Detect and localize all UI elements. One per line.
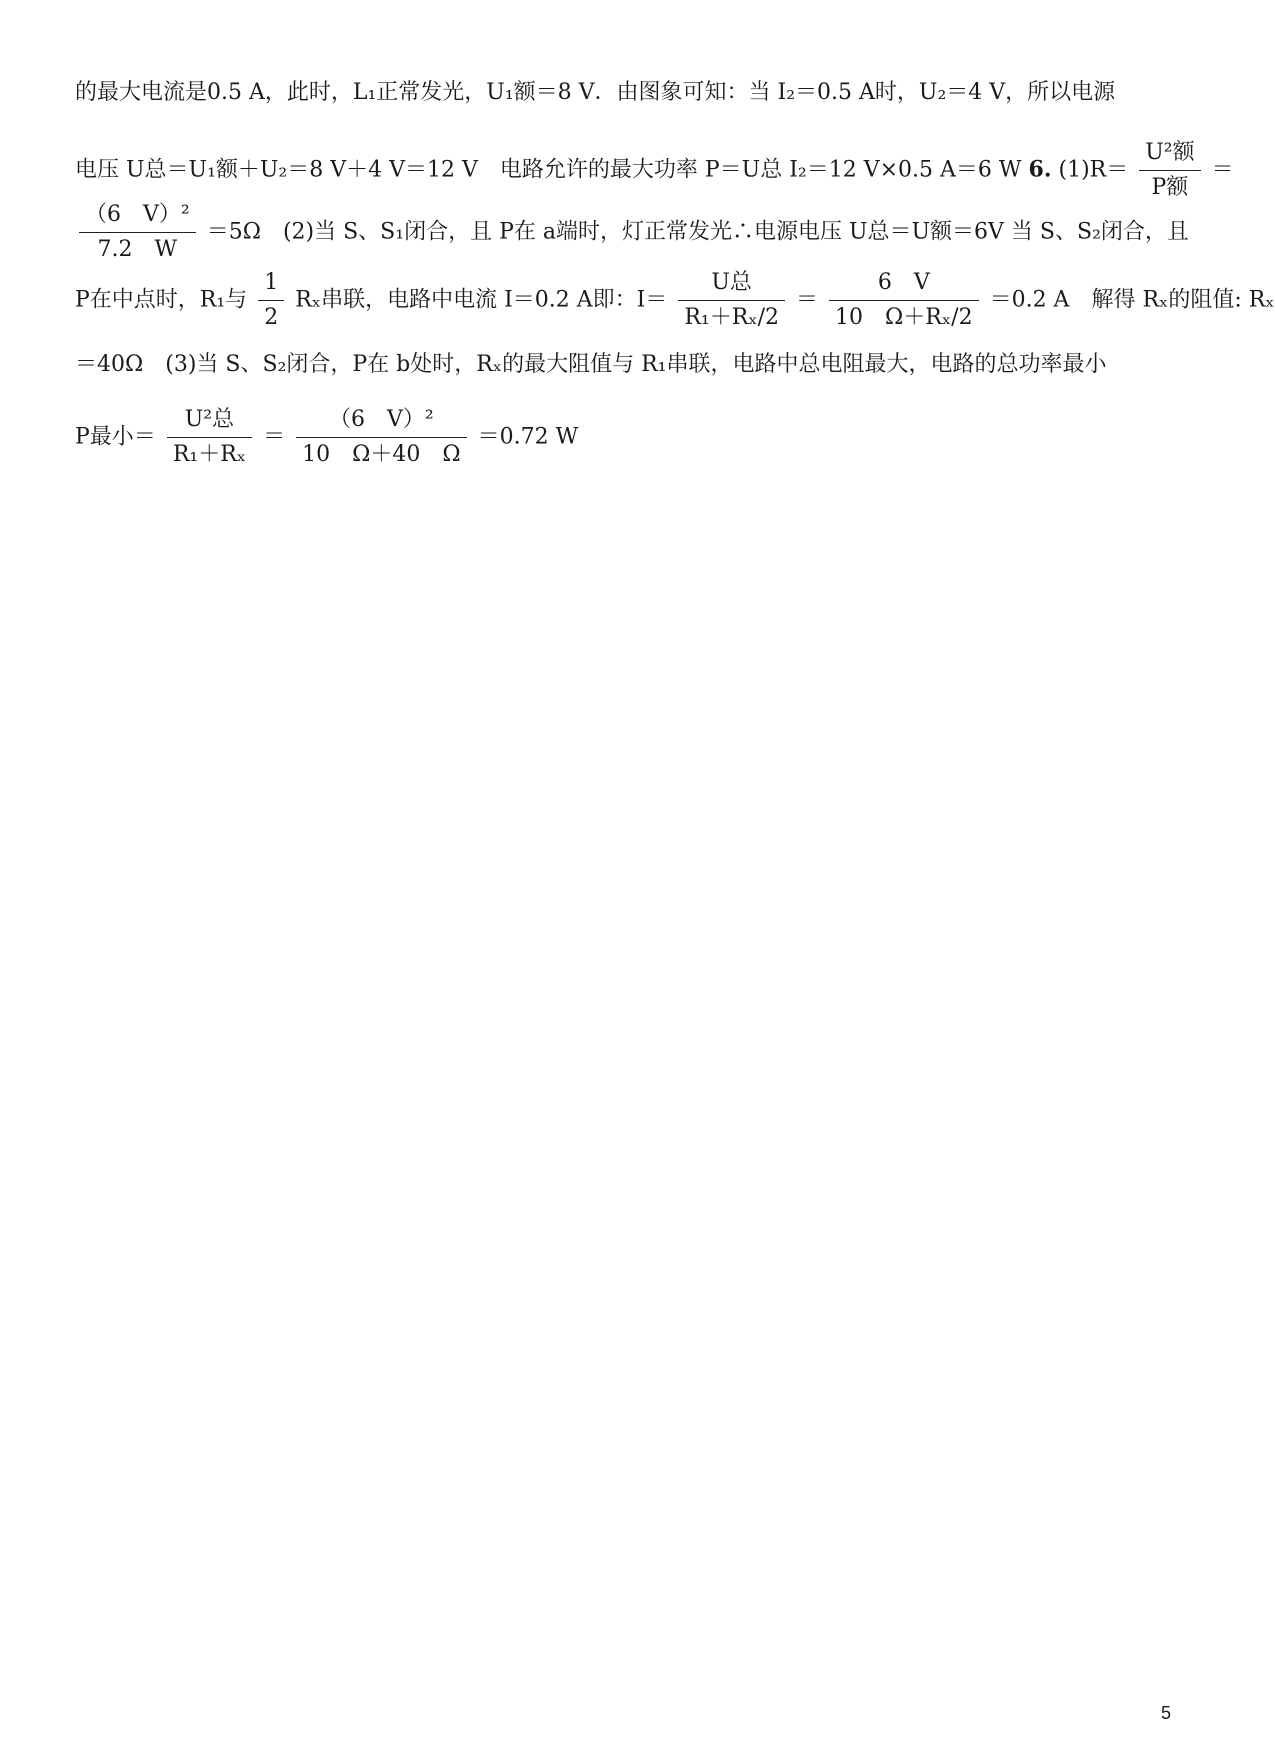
text-line-4-b: Rₓ串联，电路中电流 I＝0.2 A即：I＝ [295,287,668,313]
fraction-numerator: 6 V [829,268,979,301]
text-line-2-main: 电压 U总＝U₁额＋U₂＝8 V＋4 V＝12 V 电路允许的最大功率 P＝U总 I₂＝12 V×0.5 A＝6 W [75,157,1022,183]
text-line-4 [75,268,1275,333]
equals-sign: ＝ [796,287,819,313]
fraction-denominator: 7.2 W [97,237,178,262]
text-line-4-c: ＝0.2 A 解得 Rₓ的阻值: Rₓ [989,287,1275,313]
formula-min-power-values-fraction [296,405,466,470]
text-line-6-a: P最小＝ [75,424,156,450]
text-line-2 [75,138,1234,203]
fraction-numerator: U²总 [167,405,252,438]
fraction-numerator: U²额 [1139,138,1200,171]
equals-sign: ＝ [263,424,286,450]
equals-sign: ＝ [1211,157,1234,183]
text-line-3 [75,200,1189,265]
formula-resistance-fraction [1139,138,1200,203]
text-line-6-b: ＝0.72 W [477,424,579,450]
fraction-one-half [258,268,284,333]
question-6-part1-prefix: (1)R＝ [1058,157,1129,183]
fraction-numerator: （6 V）² [296,405,466,438]
fraction-numerator: U总 [678,268,785,301]
formula-min-power-fraction [167,405,252,470]
page-number: 5 [1161,1703,1172,1723]
text-line-5: ＝40Ω (3)当 S、S₂闭合，P在 b处时，Rₓ的最大阻值与 R₁串联，电路中总电阻最大，电路的总功率最小 [75,352,1107,377]
fraction-denominator: P额 [1151,175,1189,200]
fraction-denominator: R₁＋Rₓ/2 [684,305,780,330]
formula-current-values-fraction [829,268,979,333]
question-6-label: 6. [1028,156,1052,183]
text-line-6 [75,405,578,470]
formula-power-fraction [79,200,196,265]
text-line-3-rest: ＝5Ω (2)当 S、S₁闭合，且 P在 a端时，灯正常发光∴电源电压 U总＝U额＝6V 当 S、S₂闭合，且 [206,219,1189,245]
text-line-4-a: P在中点时，R₁与 [75,287,248,313]
text-line-1: 的最大电流是0.5 A，此时，L₁正常发光，U₁额＝8 V．由图象可知：当 I₂＝0.5 A时，U₂＝4 V，所以电源 [75,80,1116,105]
formula-current-fraction [678,268,785,333]
fraction-numerator: （6 V）² [79,200,196,233]
fraction-denominator: 2 [264,305,279,330]
fraction-denominator: 10 Ω＋40 Ω [302,442,461,467]
fraction-denominator: R₁＋Rₓ [172,442,247,467]
fraction-numerator: 1 [258,268,284,301]
fraction-denominator: 10 Ω＋Rₓ/2 [835,305,973,330]
